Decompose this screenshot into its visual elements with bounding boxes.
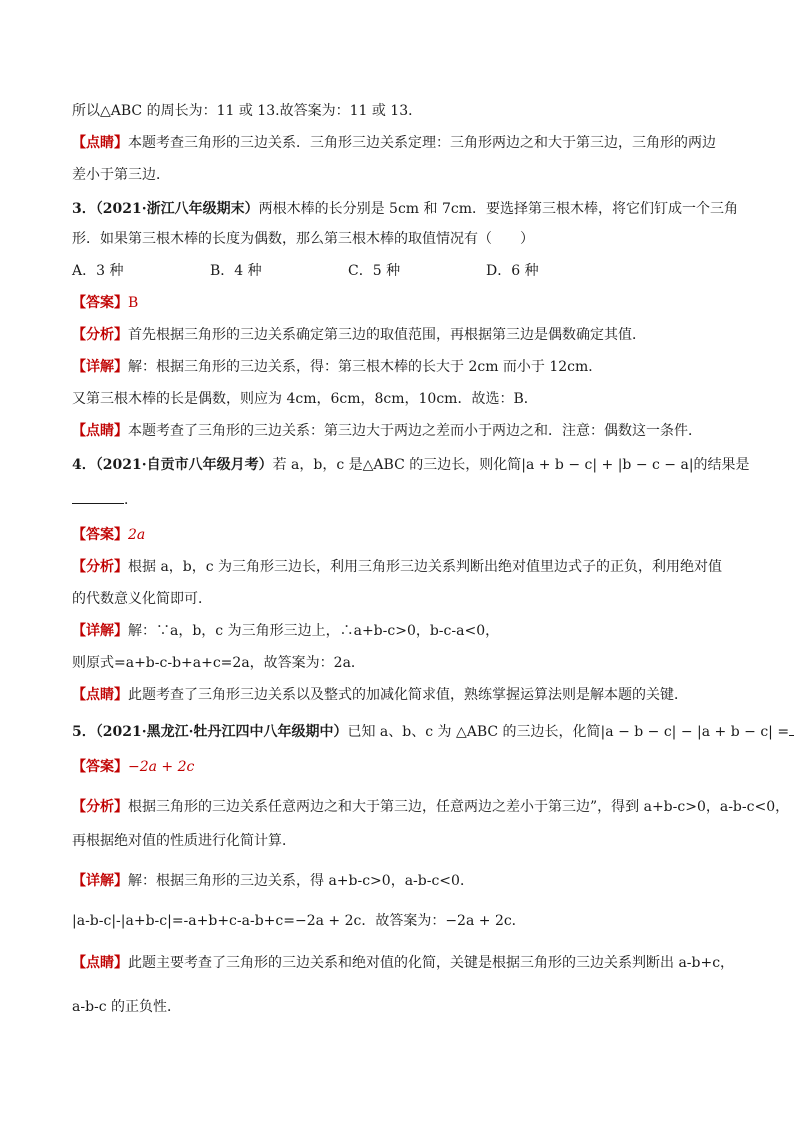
line-text: 再根据绝对值的性质进行化简计算． — [72, 833, 296, 849]
answer-tag: 【答案】 — [72, 759, 128, 775]
line-text: |a-b-c|-|a+b-c|=-a+b+c-a-b+c=−2a + 2c．故答案为：−2a + 2c． — [72, 913, 526, 929]
question-source: （2021·自贡市八年级月考） — [95, 457, 273, 473]
answer-tag: 【答案】 — [72, 527, 128, 543]
text-line — [72, 589, 212, 609]
answer-value: −2a + 2c — [128, 759, 195, 775]
line-text: 差小于第三边． — [72, 167, 170, 183]
option-d: D．6 种 — [486, 263, 539, 279]
question-text: 已知 a、b、c 为 △ABC 的三边长，化简|a − b − c| − |a + b − c| = — [347, 724, 790, 740]
comment-line — [72, 133, 716, 153]
question-5-line — [72, 721, 794, 742]
answer-line — [72, 525, 145, 545]
detail-tag: 【详解】 — [72, 359, 128, 375]
text-line — [72, 101, 422, 121]
detail-tag: 【详解】 — [72, 623, 128, 639]
question-number: 4． — [72, 457, 96, 473]
detail-tag: 【详解】 — [72, 873, 128, 889]
answer-blank — [72, 489, 124, 504]
line-text: 解：∵a，b，c 为三角形三边上，∴a+b-c>0，b-c-a<0， — [128, 623, 500, 639]
answer-value: B — [128, 295, 139, 311]
line-text: 又第三根木棒的长是偶数，则应为 4cm，6cm，8cm，10cm．故选：B． — [72, 391, 538, 407]
analysis-line — [72, 325, 646, 345]
line-text: ． — [124, 492, 138, 508]
text-line — [72, 911, 526, 931]
line-text: 根据三角形的三边关系任意两边之和大于第三边，任意两边之差小于第三边”，得到 a+b-c>0，a-b-c<0， — [128, 799, 790, 815]
comment-tag: 【点睛】 — [72, 423, 128, 439]
answer-value: 2a — [128, 527, 146, 543]
answer-blank — [789, 721, 794, 736]
option-c: C．5 种 — [348, 263, 401, 279]
detail-line — [72, 871, 474, 891]
line-text: 所以△ABC 的周长为：11 或 13.故答案为：11 或 13． — [72, 103, 423, 119]
analysis-line — [72, 797, 789, 817]
question-source: （2021·浙江八年级期末） — [95, 201, 259, 217]
comment-tag: 【点睛】 — [72, 135, 128, 151]
line-text: 此题主要考查了三角形的三边关系和绝对值的化简，关键是根据三角形的三边关系判断出 a-b+c， — [128, 955, 735, 971]
comment-line — [72, 685, 688, 705]
question-number: 5． — [72, 724, 96, 740]
comment-line — [72, 953, 734, 973]
question-3-line — [72, 199, 738, 219]
line-text: 此题考查了三角形三边关系以及整式的加减化简求值，熟练掌握运算法则是解本题的关键． — [128, 687, 688, 703]
line-text: 解：根据三角形的三边关系，得：第三根木棒的长大于 2cm 而小于 12cm． — [128, 359, 603, 375]
analysis-tag: 【分析】 — [72, 327, 128, 343]
question-number: 3． — [72, 201, 96, 217]
comment-line — [72, 421, 702, 441]
analysis-line — [72, 557, 722, 577]
question-3-line-2 — [72, 229, 534, 249]
text-line — [72, 389, 538, 409]
answer-line — [72, 757, 194, 777]
line-text: a-b-c 的正负性． — [72, 999, 182, 1015]
option-a: A．3 种 — [72, 263, 124, 279]
text-line — [72, 165, 170, 185]
detail-line — [72, 357, 602, 377]
line-text: 根据 a，b，c 为三角形三边长，利用三角形三边关系判断出绝对值里边式子的正负，利用绝对值 — [128, 559, 723, 575]
question-source: （2021·黑龙江·牡丹江四中八年级期中） — [95, 724, 348, 740]
question-text: 形．如果第三根木棒的长度为偶数，那么第三根木棒的取值情况有（ ） — [72, 231, 534, 247]
question-4-line — [72, 455, 750, 475]
comment-tag: 【点睛】 — [72, 955, 128, 971]
line-text: 解：根据三角形的三边关系，得 a+b-c>0，a-b-c<0． — [128, 873, 474, 889]
line-text: 本题考查了三角形的三边关系：第三边大于两边之差而小于两边之和．注意：偶数这一条件． — [128, 423, 702, 439]
line-text: 本题考查三角形的三边关系．三角形三边关系定理：三角形两边之和大于第三边，三角形的两边 — [128, 135, 716, 151]
analysis-tag: 【分析】 — [72, 559, 128, 575]
line-text: 首先根据三角形的三边关系确定第三边的取值范围，再根据第三边是偶数确定其值． — [128, 327, 646, 343]
comment-tag: 【点睛】 — [72, 687, 128, 703]
text-line — [72, 831, 296, 851]
text-line — [72, 653, 365, 673]
text-line — [72, 997, 181, 1017]
answer-tag: 【答案】 — [72, 295, 128, 311]
detail-line — [72, 621, 499, 641]
line-text: 则原式=a+b-c-b+a+c=2a，故答案为：2a． — [72, 655, 365, 671]
question-4-line-2 — [72, 489, 138, 510]
question-text: 若 a，b，c 是△ABC 的三边长，则化简|a + b − c| + |b − c − a|的结果是 — [272, 457, 750, 473]
question-3-options — [72, 261, 624, 281]
line-text: 的代数意义化简即可． — [72, 591, 212, 607]
question-text: 两根木棒的长分别是 5cm 和 7cm．要选择第三根木棒，将它们钉成一个三角 — [258, 201, 738, 217]
option-b: B．4 种 — [210, 263, 262, 279]
answer-line — [72, 293, 138, 313]
analysis-tag: 【分析】 — [72, 799, 128, 815]
